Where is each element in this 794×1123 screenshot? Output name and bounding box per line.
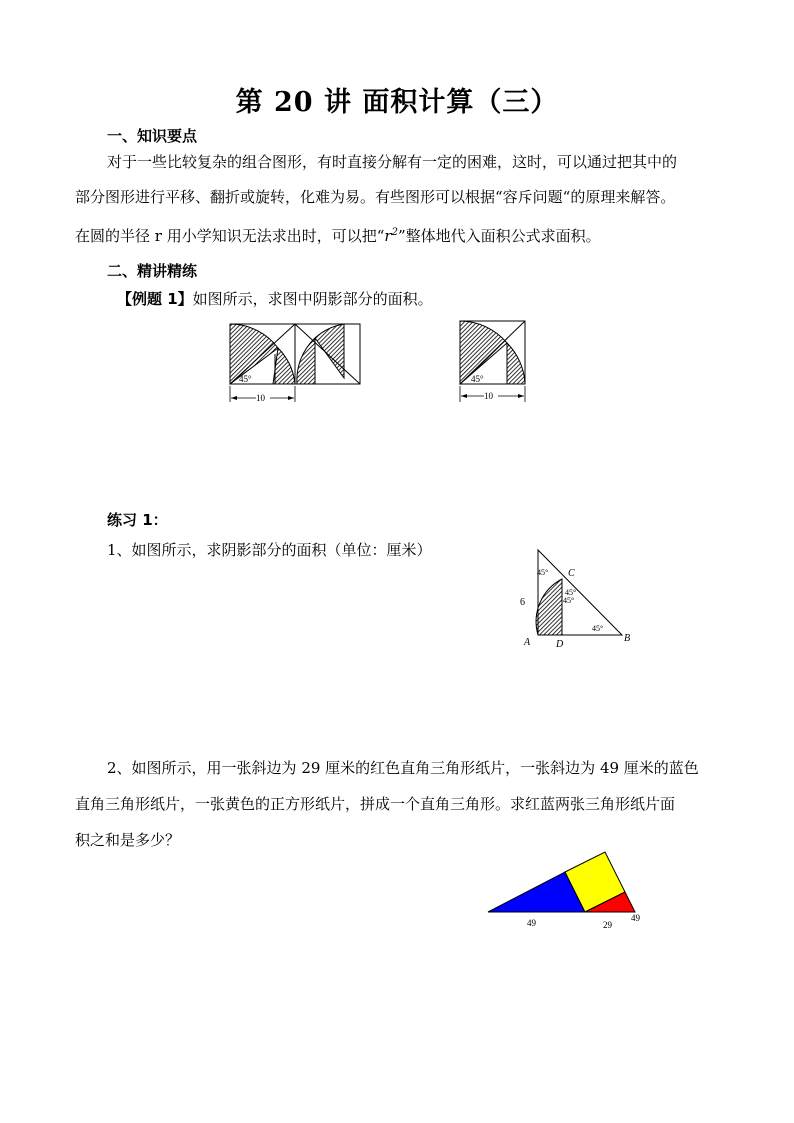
q1-angle-1: 45°	[537, 568, 549, 577]
fig-left-dimension: 10	[256, 393, 265, 403]
q2-label-edge: 49	[631, 913, 640, 923]
question-2-line-2: 直角三角形纸片，一张黄色的正方形纸片，拼成一个直角三角形。求红蓝两张三角形纸片面	[75, 795, 676, 813]
practice-heading: 练习 1：	[107, 511, 168, 529]
q1-angle-3: 45°	[563, 596, 575, 605]
q1-point-c: C	[568, 568, 575, 579]
fig-right-angle-label: 45°	[471, 374, 484, 384]
question-2-line-1: 2、如图所示，用一张斜边为 29 厘米的红色直角三角形纸片，一张斜边为 49 厘米的蓝色	[107, 759, 699, 777]
q1-angle-4: 45°	[592, 624, 604, 633]
question-2-figure	[485, 850, 650, 935]
q1-side-label: 6	[520, 597, 525, 608]
question-2-line-3: 积之和是多少？	[75, 831, 181, 849]
example-1	[117, 281, 433, 317]
line3-text-a: 在圆的半径 r 用小学知识无法求出时，可以把“	[75, 227, 385, 245]
fig-left-angle-label: 45°	[239, 374, 252, 384]
question-1: 1、如图所示，求阴影部分的面积（单位：厘米）	[107, 541, 432, 559]
page-title: 第 20 讲 面积计算（三）	[235, 87, 559, 118]
q2-label-red: 29	[603, 920, 612, 930]
q1-angle-2: 45°	[565, 588, 577, 597]
example-figure-right	[455, 318, 535, 408]
paragraph-line-3	[75, 215, 601, 254]
section-heading-knowledge: 一、知识要点	[107, 127, 198, 145]
q2-label-blue: 49	[527, 918, 536, 928]
example-label: 【例题 1】	[117, 290, 193, 308]
example-text: 如图所示，求图中阴影部分的面积。	[192, 290, 433, 308]
r-exponent: 2	[391, 227, 398, 238]
q1-point-b: B	[624, 633, 631, 644]
q1-point-d: D	[556, 639, 564, 650]
question-1-figure	[510, 545, 645, 650]
example-figure-left	[225, 318, 365, 408]
paragraph-line-1: 对于一些比较复杂的组合图形，有时直接分解有一定的困难，这时，可以通过把其中的	[107, 153, 678, 171]
line3-text-b: ”整体地代入面积公式求面积。	[397, 227, 601, 245]
section-heading-practice: 二、精讲精练	[107, 262, 198, 280]
paragraph-line-2: 部分图形进行平移、翻折或旋转，化难为易。有些图形可以根据“容斥问题“的原理来解答。	[75, 188, 676, 206]
fig-right-dimension: 10	[484, 391, 493, 401]
r-symbol: r	[384, 227, 392, 245]
q1-point-a: A	[524, 637, 531, 648]
